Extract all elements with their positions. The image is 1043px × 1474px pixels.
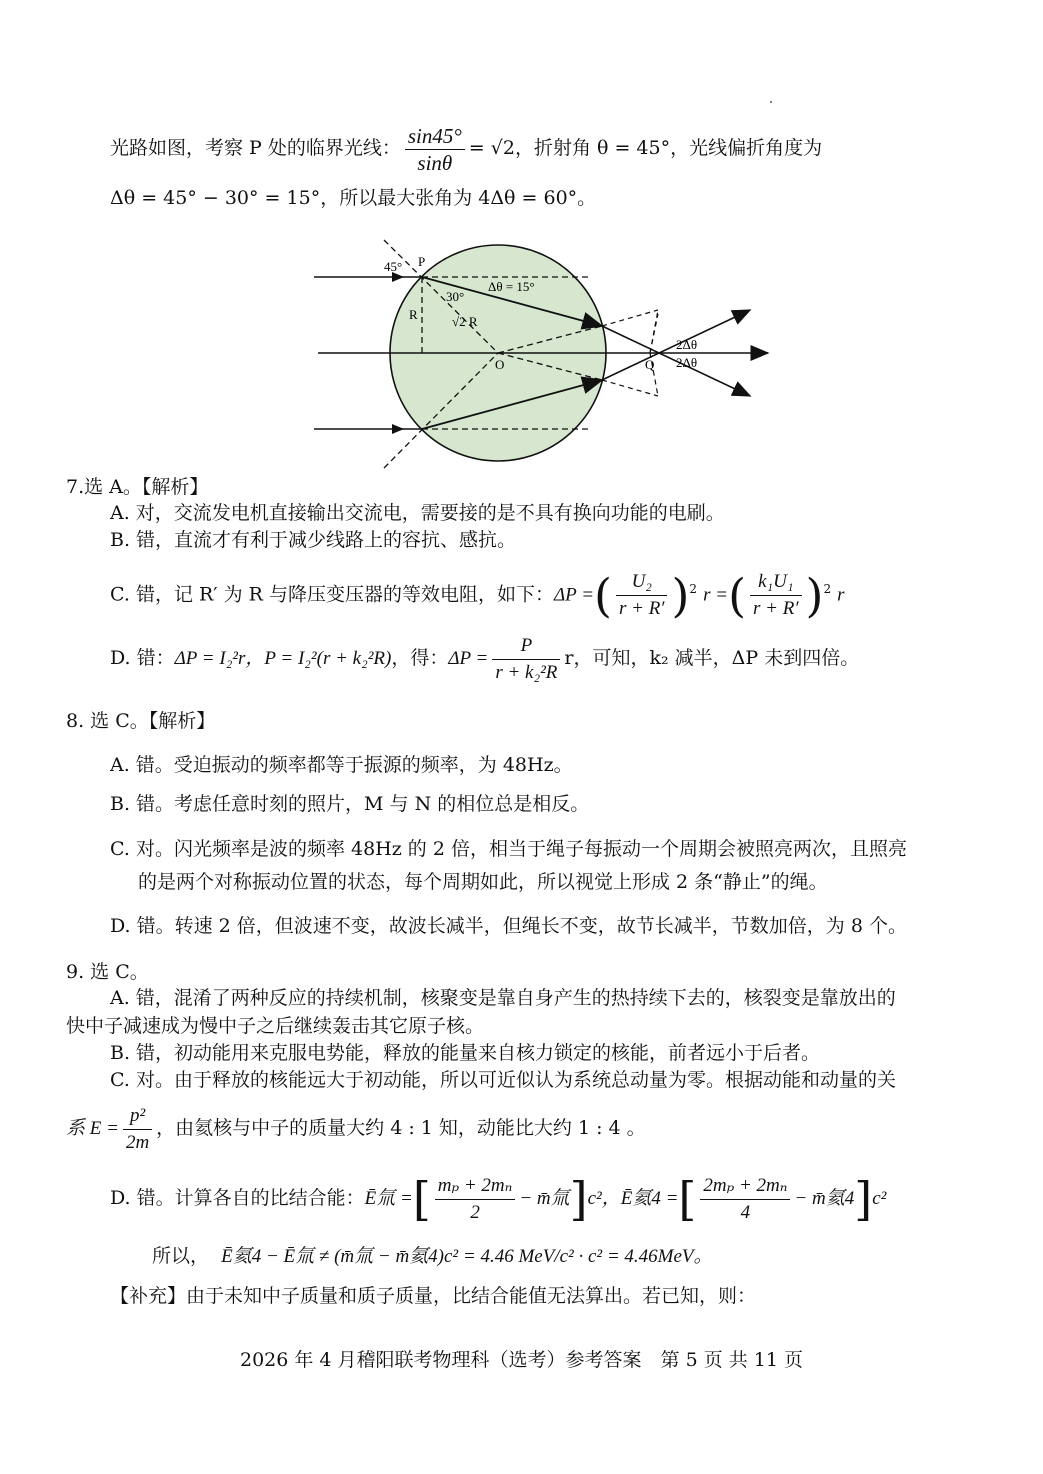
label-dtheta: Δθ = 15° xyxy=(488,279,535,294)
q9-option-c-line2 xyxy=(66,1098,646,1159)
q9-supplement: 【补充】由于未知中子质量和质子质量，比结合能值无法算出。若已知，则： xyxy=(110,1285,757,1307)
q9-d-fraction-2 xyxy=(700,1173,790,1226)
q9-c2-num: p² xyxy=(123,1103,152,1130)
bracket-close-2: ] xyxy=(854,1172,873,1226)
label-r: R xyxy=(409,307,418,322)
q9-c2-prefix: 系 E = xyxy=(66,1118,119,1139)
q7-option-c xyxy=(110,558,845,626)
q9-c2-suffix: ，由氦核与中子的质量大约 4 : 1 知，动能比大约 1 : 4 。 xyxy=(156,1117,646,1139)
paren-open-1: ( xyxy=(594,568,612,623)
paren-open-2: ( xyxy=(728,568,747,623)
q7-title: 7.选 A。【解析】 xyxy=(66,476,209,498)
optics-line1-prefix: 光路如图，考察 P 处的临界光线： xyxy=(110,137,401,159)
q7-c-r1: r = xyxy=(703,584,729,606)
q7-d-suffix: r，可知，k₂ 减半，ΔP 未到四倍。 xyxy=(564,647,860,669)
q8-option-b: B. 错。考虑任意时刻的照片，M 与 N 的相位总是相反。 xyxy=(110,793,590,815)
q7-c-prefix: C. 错，记 R′ 为 R 与降压变压器的等效电阻，如下： xyxy=(110,583,555,606)
q7-d-f-num: P xyxy=(492,633,560,660)
q7-c-dp: ΔP = xyxy=(554,584,595,606)
q9-d-fraction-1 xyxy=(435,1173,516,1226)
bracket-close-1: ] xyxy=(569,1172,588,1226)
sin-ratio-denominator: sinθ xyxy=(417,150,453,175)
bracket-open-2: [ xyxy=(678,1172,697,1226)
label-q: Q xyxy=(645,357,655,372)
label-30: 30° xyxy=(446,289,465,304)
q7-option-a: A. 对，交流发电机直接输出交流电，需要接的是不具有换向功能的电刷。 xyxy=(110,502,725,524)
q9-d-e2: Ē氦4 = xyxy=(620,1188,679,1209)
q9-d-f1-den: 2 xyxy=(470,1201,480,1223)
q7-d-dp: ΔP = xyxy=(448,648,489,669)
q9-d-m2: − m̄氦4 xyxy=(794,1188,855,1209)
q8-option-c-line1: C. 对。闪光频率是波的频率 48Hz 的 2 倍，相当于绳子每振动一个周期会被照亮两次，且照亮 xyxy=(110,838,907,860)
q7-d-eq1: ΔP = I₂²r，P = I₂²(r + k₂²R) xyxy=(174,648,392,669)
bracket-open-1: [ xyxy=(412,1172,431,1226)
paren-close-1: ) xyxy=(671,568,690,623)
q9-so-eq: Ē氦4 − Ē氚 ≠ (m̄氚 − m̄氦4)c² = 4.46 MeV/c² · c² = 4.46MeV。 xyxy=(221,1246,713,1267)
sin-ratio-fraction xyxy=(405,123,465,176)
page-footer: 2026 年 4 月稽阳联考物理科（选考）参考答案 第 5 页 共 11 页 xyxy=(239,1349,804,1371)
label-45: 45° xyxy=(384,259,403,274)
q7-c-f1-num: U₂ xyxy=(616,569,667,596)
q7-option-b: B. 错，直流才有利于减少线路上的容抗、感抗。 xyxy=(110,529,517,551)
q9-d-c2a: c²， xyxy=(587,1188,621,1209)
q9-d-f2-den: 4 xyxy=(740,1201,751,1223)
q9-d-f1-num: mₚ + 2mₙ xyxy=(435,1173,516,1200)
q8-option-d: D. 错。转速 2 倍，但波速不变，故波长减半，但绳长不变，故节长减半，节数加倍，为 8 个。 xyxy=(110,915,907,937)
label-2dtheta-bottom: 2Δθ xyxy=(676,355,698,370)
q7-option-d xyxy=(110,627,859,690)
q9-d-e1: Ē氚 = xyxy=(364,1188,413,1209)
square-1: 2 xyxy=(689,582,698,596)
q7-c-fraction-2 xyxy=(750,569,801,622)
q9-title: 9. 选 C。 xyxy=(66,961,149,983)
q8-title: 8. 选 C。【解析】 xyxy=(66,710,216,732)
q7-d-f-den: r + k₂²R xyxy=(495,661,558,683)
sqrt2-value: = √2 xyxy=(468,137,515,159)
q9-so: 所以， xyxy=(152,1245,210,1267)
label-sqrt2r: √2 R xyxy=(452,314,478,329)
q9-d-m1: − m̄氚 xyxy=(519,1188,570,1209)
q7-c-f2-den: r + R′ xyxy=(753,597,799,619)
dashed-exit-continuation-bottom xyxy=(602,380,658,396)
q9-option-b: B. 错，初动能用来克服电势能，释放的能量来自核力锁定的核能，前者远小于后者。 xyxy=(110,1042,821,1064)
dashed-exit-continuation-top xyxy=(602,310,658,326)
q9-energy-fraction xyxy=(123,1103,152,1156)
sin-ratio-numerator: sin45° xyxy=(405,123,465,150)
q9-c2-den: 2m xyxy=(125,1131,150,1153)
square-2: 2 xyxy=(823,582,832,596)
q7-c-f2-num: k₁U₁ xyxy=(750,569,801,596)
label-o: O xyxy=(495,357,505,372)
q9-option-a-line2: 快中子减速成为慢中子之后继续轰击其它原子核。 xyxy=(66,1015,485,1037)
q8-option-a: A. 错。受迫振动的频率都等于振源的频率，为 48Hz。 xyxy=(110,754,573,776)
label-2dtheta-top: 2Δθ xyxy=(676,337,698,352)
q9-d-c2b: c² xyxy=(872,1188,887,1209)
q7-c-f1-den: r + R′ xyxy=(618,597,665,619)
q8-option-c-line2: 的是两个对称振动位置的状态，每个周期如此，所以视觉上形成 2 条“静止”的绳。 xyxy=(138,871,828,893)
q7-c-r2: r xyxy=(837,584,845,606)
optics-line-2: Δθ = 45° − 30° = 15°，所以最大张角为 4Δθ = 60°。 xyxy=(110,187,597,209)
q9-option-d xyxy=(110,1168,886,1229)
scan-dot xyxy=(770,101,772,103)
optics-line1-suffix: ，折射角 θ = 45°，光线偏折角度为 xyxy=(514,137,823,159)
q9-d-f2-num: 2mₚ + 2mₙ xyxy=(700,1173,790,1200)
q9-option-a-line1: A. 错，混淆了两种反应的持续机制，核聚变是靠自身产生的热持续下去的，核裂变是靠放出的 xyxy=(110,987,896,1009)
optics-line-1 xyxy=(110,120,822,176)
q7-d-fraction xyxy=(492,633,560,686)
paren-close-2: ) xyxy=(805,568,824,623)
q7-d-get: ，得： xyxy=(391,647,449,669)
q9-option-c-line1: C. 对。由于释放的核能远大于初动能，所以可近似认为系统总动量为零。根据动能和动量的关 xyxy=(110,1069,896,1091)
q9-conclusion xyxy=(152,1244,713,1269)
label-p: P xyxy=(418,254,426,269)
q9-d-prefix: D. 错。计算各自的比结合能： xyxy=(110,1187,365,1209)
q7-d-prefix: D. 错： xyxy=(110,647,175,669)
optics-diagram xyxy=(300,230,780,470)
q7-c-fraction-1 xyxy=(616,569,667,622)
dashed-upper-continuation xyxy=(650,310,658,353)
arrow-bottom-in xyxy=(392,424,404,434)
